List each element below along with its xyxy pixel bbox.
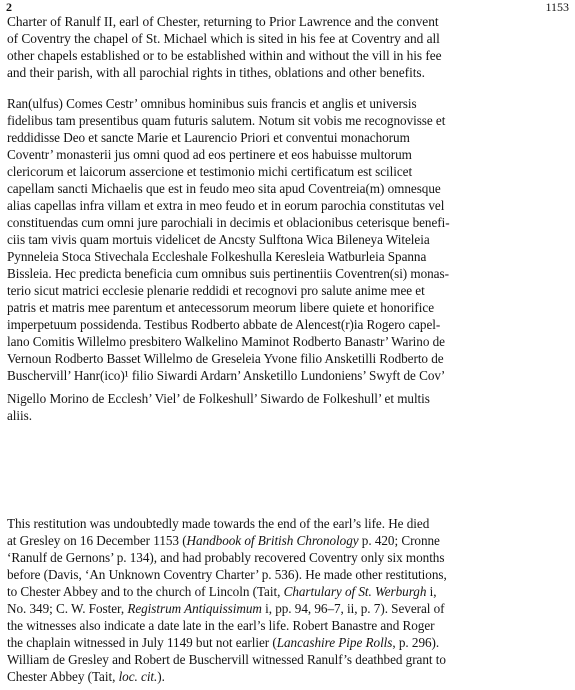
charter-line: imperpetuum possidenda. Testibus Rodberto abbate de Alencest(r)ia Rogero capel- — [7, 317, 441, 332]
note-line: William de Gresley and Robert de Buschervill witnessed Ranulf’s deathbed grant to — [7, 652, 446, 667]
note-line: the witnesses also indicate a date late in the earl’s life. Robert Banastre and Roger — [7, 618, 435, 633]
note-line: to Chester Abbey and to the church of Lincoln (Tait, Chartulary of St. Werburgh i, — [7, 584, 437, 599]
note-line: before (Davis, ‘An Unknown Coventry Charter’ p. 536). He made other restitutions, — [7, 567, 447, 582]
charter-line: fidelibus tam presentibus quam futuris salutem. Notum sit vobis me recognovisse et — [7, 113, 446, 128]
note-line: No. 349; C. W. Foster, Registrum Antiquissimum i, pp. 94, 96–7, ii, p. 7). Several of — [7, 601, 445, 616]
note-line: Chester Abbey (Tait, loc. cit.). — [7, 669, 165, 684]
charter-line: Vernoun Rodberto Basset Willelmo de Greseleia Yvone filio Ansketilli Rodberto de — [7, 351, 444, 366]
charter-line: capellam sancti Michaelis que est in feudo meo sita apud Coventreia(m) omnesque — [7, 181, 441, 196]
charter-line: Bissleia. Hec predicta beneficia cum omnibus suis pertinentiis Coventren(si) monas- — [7, 266, 449, 281]
header-date: 1153 — [545, 0, 569, 14]
charter-line: Coventr’ monasterii jus omni quod ad eos pertinere et eos habuisse multorum — [7, 147, 412, 162]
charter-line: ciis tam vivis quam mortuis videlicet de Ancsty Sulftona Wica Bileneya Witeleia — [7, 232, 430, 247]
charter-line: lano Comitis Willelmo presbitero Walkelino Maminot Rodberto Banastr’ Warino de — [7, 334, 445, 349]
note-line: ‘Ranulf de Gernons’ p. 134), and had probably recovered Coventry only six months — [7, 550, 445, 565]
note-line: This restitution was undoubtedly made towards the end of the earl’s life. He died — [7, 516, 430, 531]
charter-line: terio sicut matrici ecclesie plenarie reddidi et recognovi pro salute anime mee et — [7, 283, 425, 298]
charter-line: reddidisse Deo et sancte Marie et Laurencio Priori et conventui monachorum — [7, 130, 410, 145]
charter-line: Ran(ulfus) Comes Cestr’ omnibus hominibus suis francis et anglis et universis — [7, 96, 417, 111]
charter-line: aliis. — [7, 408, 32, 423]
charter-line: alias capellas infra villam et extra in meo feudo et in eorum parochia constitutas vel — [7, 198, 445, 213]
charter-line: patris et matris mee parentum et antecessorum meorum libere quiete et honorifice — [7, 300, 434, 315]
summary-line: and their parish, with all parochial rights in tithes, oblations and other benefits. — [7, 65, 425, 80]
charter-line: clericorum et laicorum assercione et testimonio michi certificatum est scilicet — [7, 164, 413, 179]
summary-line: of Coventry the chapel of St. Michael which is sited in his fee at Coventry and all — [7, 31, 440, 46]
page-number: 2 — [6, 0, 12, 14]
charter-line: constituendas cum omni jure parochiali in decimis et oblacionibus ceterisque benefi- — [7, 215, 450, 230]
summary-line: Charter of Ranulf II, earl of Chester, returning to Prior Lawrence and the convent — [7, 14, 439, 29]
summary-line: other chapels established or to be established within and without the vill in his fee — [7, 48, 442, 63]
charter-line: Buschervill’ Hanr(ico)¹ filio Siwardi Ardarn’ Ansketillo Lundoniens’ Swyft de Cov’ — [7, 368, 446, 383]
note-line: the chaplain witnessed in July 1149 but not earlier (Lancashire Pipe Rolls, p. 296). — [7, 635, 440, 650]
charter-line: Pynneleia Stoca Stivechala Eccleshale Folkeshulla Keresleia Watburleia Spanna — [7, 249, 427, 264]
note-line: at Gresley on 16 December 1153 (Handbook of British Chronology p. 420; Cronne — [7, 533, 440, 548]
charter-line: Nigello Morino de Ecclesh’ Viel’ de Folkeshull’ Siwardo de Folkeshull’ et multis — [7, 391, 430, 406]
